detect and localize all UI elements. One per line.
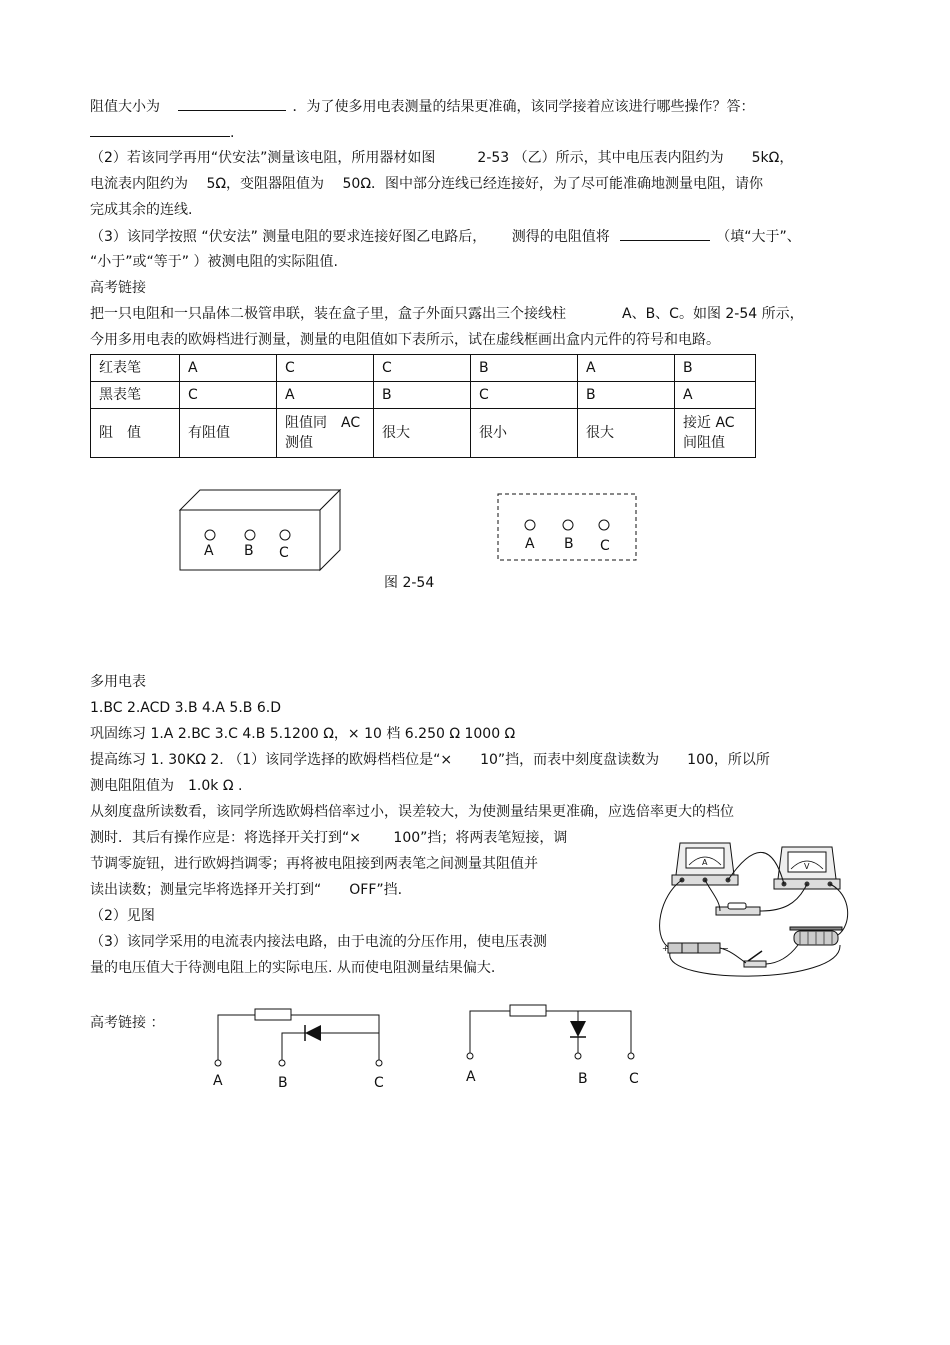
terminal-b <box>279 1060 285 1066</box>
terminal-a <box>525 520 535 530</box>
text-line: 测电阻阻值为 1.0k Ω . <box>90 778 243 794</box>
text-line: 完成其余的连线. <box>90 202 193 218</box>
svg-text:C: C <box>374 1075 384 1091</box>
circuit-apparatus-illustration <box>652 835 862 990</box>
terminal-b <box>563 520 573 530</box>
terminal-b <box>575 1053 581 1059</box>
svg-text:A: A <box>466 1069 476 1085</box>
text-line: 高考链接 ： <box>90 1015 165 1031</box>
text-line: （3）该同学采用的电流表内接法电路，由于电流的分压作用，使电压表测 <box>90 934 547 950</box>
terminal-c <box>599 520 609 530</box>
answer-blank <box>90 122 230 137</box>
rheostat-icon <box>790 927 842 945</box>
text-line: 阻值大小为 ．为了使多用电表测量的结果更准确，该同学接着应该进行哪些操作？答： <box>90 96 754 117</box>
diode-icon <box>570 1021 586 1037</box>
text-line: 测时．其后有操作应是：将选择开关打到“× 100”挡；将两表笔短接，调 <box>90 830 568 846</box>
svg-text:C: C <box>629 1071 639 1087</box>
resistor-icon <box>716 903 760 915</box>
diode-icon <box>305 1025 321 1041</box>
table-row: 红表笔 A C C B A B <box>91 355 756 382</box>
answer-blank <box>620 226 710 241</box>
text-line: 把一只电阻和一只晶体二极管串联，装在盒子里，盒子外面只露出三个接线柱 A、B、C。如图 2-54 所示， <box>90 306 804 322</box>
svg-text:A: A <box>702 858 708 867</box>
battery-icon <box>662 943 729 953</box>
svg-text:A: A <box>213 1073 223 1089</box>
text-line: （2）见图 <box>90 908 155 924</box>
svg-text:+: + <box>662 944 669 953</box>
terminal-c <box>628 1053 634 1059</box>
svg-text:B: B <box>244 543 254 559</box>
section-heading: 高考链接 <box>90 280 146 296</box>
terminal-b <box>245 530 255 540</box>
svg-text:A: A <box>525 536 535 552</box>
switch-icon <box>744 951 766 967</box>
svg-text:B: B <box>578 1071 588 1087</box>
text-line: 从刻度盘所读数看，该同学所选欧姆档倍率过小，误差较大，为使测量结果更准确，应选倍率更大的档位 <box>90 804 734 820</box>
text-line: 电流表内阻约为 5Ω，变阻器阻值为 50Ω．图中部分连线已经连接好，为了尽可能准确地测量电阻，请你 <box>90 176 764 192</box>
svg-text:A: A <box>204 543 214 559</box>
svg-text:C: C <box>279 545 289 561</box>
measurement-table <box>90 354 756 458</box>
resistor-icon <box>255 1009 291 1020</box>
terminal-a <box>215 1060 221 1066</box>
text-line: 提高练习 1. 30KΩ 2. （1）该同学选择的欧姆档档位是“× 10”挡，而表中刻度盘读数为 100，所以所 <box>90 752 770 768</box>
black-box-figure <box>170 480 350 580</box>
svg-text:B: B <box>564 536 574 552</box>
text-line: （3）该同学按照 “伏安法” 测量电阻的要求连接好图乙电路后， 测得的电阻值将 （填“大于”、 <box>90 226 801 247</box>
text-line: 读出读数；测量完毕将选择开关打到“ OFF”挡. <box>90 882 403 898</box>
resistor-icon <box>510 1005 546 1016</box>
text-line: （2）若该同学再用“伏安法”测量该电阻，所用器材如图 2-53 （乙）所示，其中电压表内阻约为 5kΩ， <box>90 150 794 166</box>
dashed-box-figure <box>490 488 650 568</box>
text-line: 1.BC 2.ACD 3.B 4.A 5.B 6.D <box>90 700 281 716</box>
table-row: 阻 值 有阻值 阻值同 AC 测值 很大 很小 很大 接近 AC间阻值 <box>91 409 756 458</box>
svg-text:C: C <box>600 538 610 554</box>
terminal-a <box>467 1053 473 1059</box>
terminal-a <box>205 530 215 540</box>
terminal-c <box>376 1060 382 1066</box>
text-line: 巩固练习 1.A 2.BC 3.C 4.B 5.1200 Ω，× 10 档 6.250 Ω 1000 Ω <box>90 726 516 742</box>
section-heading: 多用电表 <box>90 674 146 690</box>
svg-text:−: − <box>722 944 729 953</box>
table-row: 黑表笔 C A B C B A <box>91 382 756 409</box>
text-line: . <box>90 122 234 143</box>
svg-text:V: V <box>804 862 810 871</box>
text-line: 节调零旋钮，进行欧姆挡调零；再将被电阻接到两表笔之间测量其阻值并 <box>90 856 538 872</box>
svg-text:B: B <box>278 1075 288 1091</box>
answer-circuit-1 <box>205 1005 405 1095</box>
answer-circuit-2 <box>460 1003 660 1093</box>
text-line: “小于”或“等于” ）被测电阻的实际阻值. <box>90 254 338 270</box>
terminal-c <box>280 530 290 540</box>
figure-caption: 图 2-54 <box>384 575 435 591</box>
text-line: 今用多用电表的欧姆档进行测量，测量的电阻值如下表所示，试在虚线框画出盒内元件的符号和电路。 <box>90 332 720 348</box>
ammeter-icon <box>672 843 738 885</box>
text-line: 量的电压值大于待测电阻上的实际电压. 从而使电阻测量结果偏大. <box>90 960 496 976</box>
answer-blank <box>178 96 286 111</box>
